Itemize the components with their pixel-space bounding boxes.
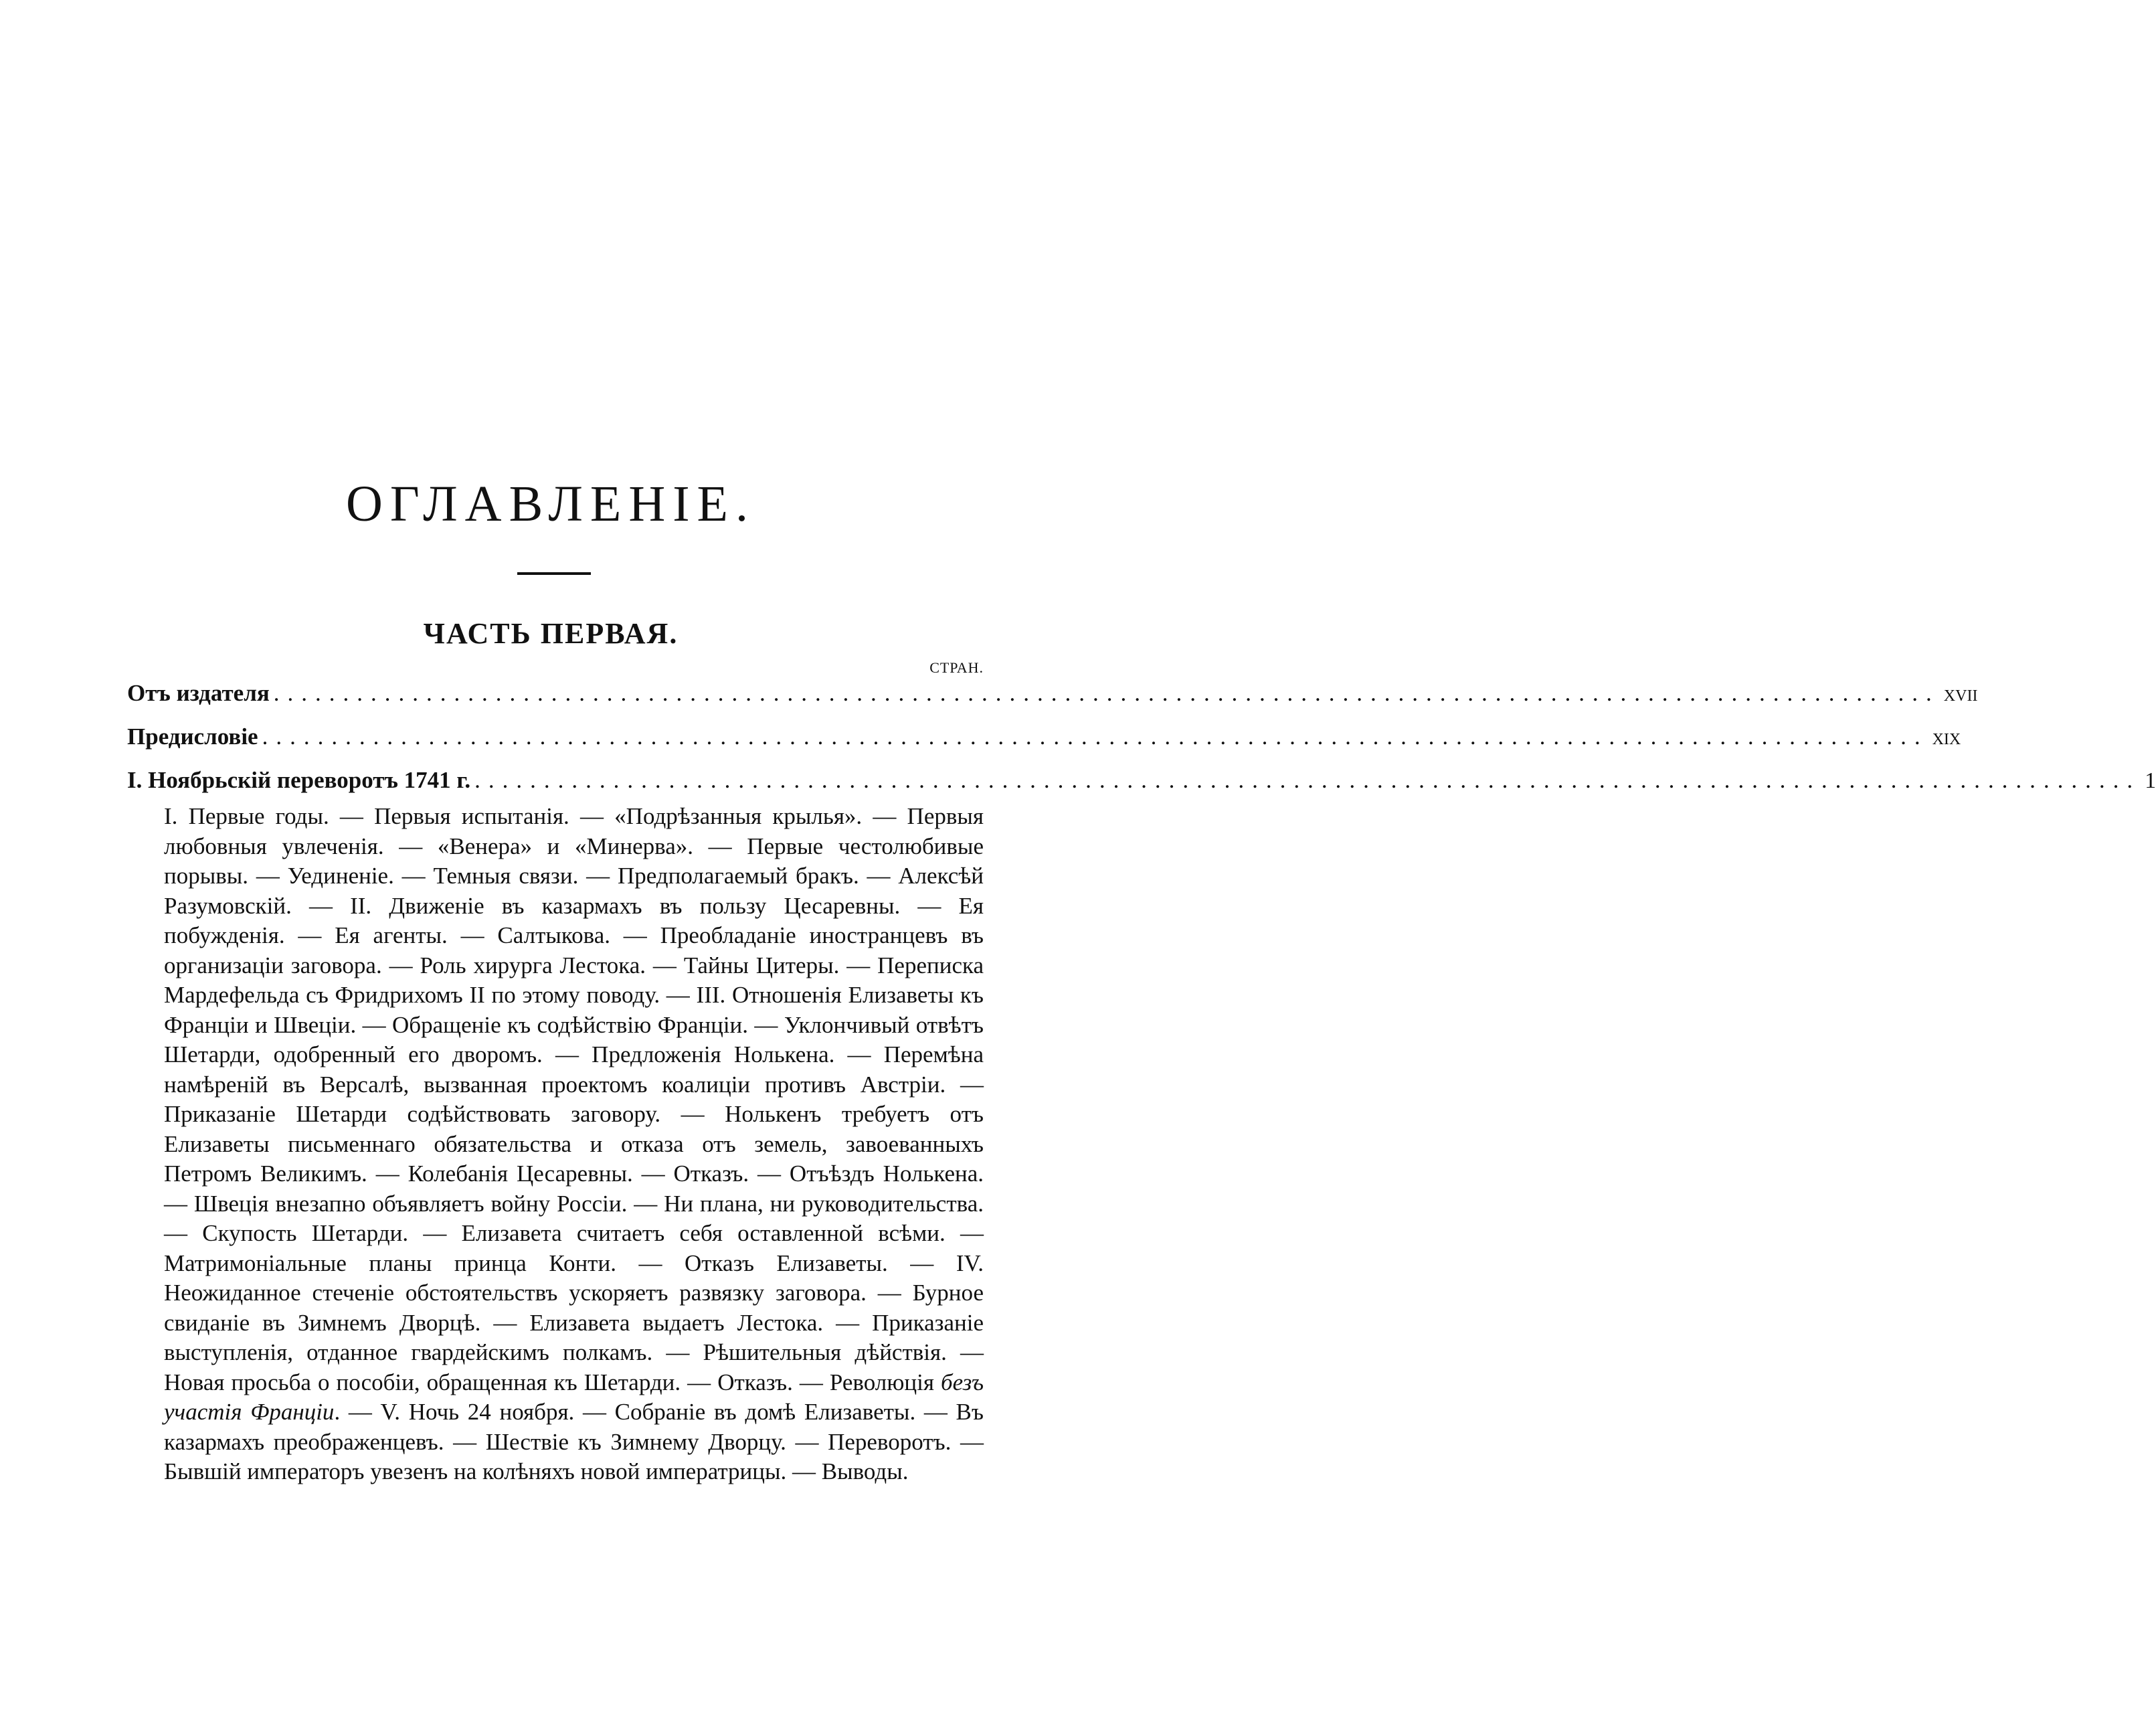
summary-italic-phrase: безъ участія Франціи	[164, 1369, 984, 1425]
summary-text-part-2: . — V. Ночь 24 ноября. — Собраніе въ домѣ Елизаветы. — Въ казармахъ преображенцевъ. — Шествіе къ Зимнему Дворцу. — Переворотъ. — Бывшій императоръ увезенъ на колѣняхъ новой императрицы. — Выводы.	[164, 1399, 984, 1484]
toc-entry-page: xix	[1932, 725, 1961, 750]
toc-entry-publisher-note[interactable]	[127, 677, 1978, 709]
toc-entry-preface[interactable]	[127, 721, 1961, 753]
chapter-summary	[164, 802, 984, 1592]
pages-column-label: СТРАН.	[929, 659, 984, 676]
page-title: ОГЛАВЛЕНІЕ.	[346, 476, 755, 532]
toc-entry-page: 1	[2145, 768, 2156, 793]
summary-text-part-1: I. Первые годы. — Первыя испытанія. — «Подрѣзанныя крылья». — Первыя любовныя увлеченія. — «Венера» и «Минерва». — Первые честолюбивые порывы. — Уединеніе. — Темныя связи. — Предполагаемый бракъ. — Алексѣй Разумовскій. — II. Движеніе въ казармахъ въ пользу Цесаревны. — Ея побужденія. — Ея агенты. — Салтыкова. — Преобладаніе иностранцевъ въ организаціи заговора. — Роль хирурга Лестока. — Тайны Цитеры. — Переписка Мардефельда съ Фридрихомъ II по этому поводу. — III. Отношенія Елизаветы къ Франціи и Швеціи. — Обращеніе къ содѣйствію Франціи. — Уклончивый отвѣтъ Шетарди, одобренный его дворомъ. — Предложенія Нолькена. — Перемѣна намѣреній въ Версалѣ, вызванная проектомъ коалиціи противъ Австріи. — Приказаніе Шетарди содѣйствовать заговору. — Нолькенъ требуетъ отъ Елизаветы письменнаго обязательства и отказа отъ земель, завоеванныхъ Петромъ Великимъ. — Колебанія Цесаревны. — Отказъ. — Отъѣздъ Нолькена. — Швеція внезапно объявляетъ войну Россіи. — Ни плана, ни руководительства. — Скупость Шетарди. — Елизавета считаетъ себя оставленной всѣми. — Матримоніальные планы принца Конти. — Отказъ Елизаветы. — IV. Неожиданное стеченіе обстоятельствъ ускоряетъ развязку заговора. — Бурное свиданіе въ Зимнемъ Дворцѣ. — Елизавета выдаетъ Лестока. — Приказаніе выступленія, отданное гвардейскимъ полкамъ. — Рѣшительныя дѣйствія. — Новая просьба о пособіи, обращенная къ Шетарди. — Отказъ. — Революція	[164, 803, 984, 1395]
dot-leader: ........................................................................................................................	[262, 723, 1928, 750]
toc-entry-page: xvii	[1943, 681, 1978, 706]
dot-leader: ........................................................................................................................	[474, 767, 2141, 793]
toc-entry-chapter-1[interactable]	[127, 764, 2156, 796]
dot-leader: ........................................................................................................................	[273, 680, 1940, 706]
part-heading: ЧАСТЬ ПЕРВАЯ.	[423, 617, 679, 650]
toc-entry-title: Отъ издателя	[127, 680, 270, 706]
toc-entry-title: I. Ноябрьскій переворотъ 1741 г.	[127, 767, 471, 793]
toc-entry-title: Предисловіе	[127, 723, 258, 750]
title-divider	[517, 572, 591, 575]
